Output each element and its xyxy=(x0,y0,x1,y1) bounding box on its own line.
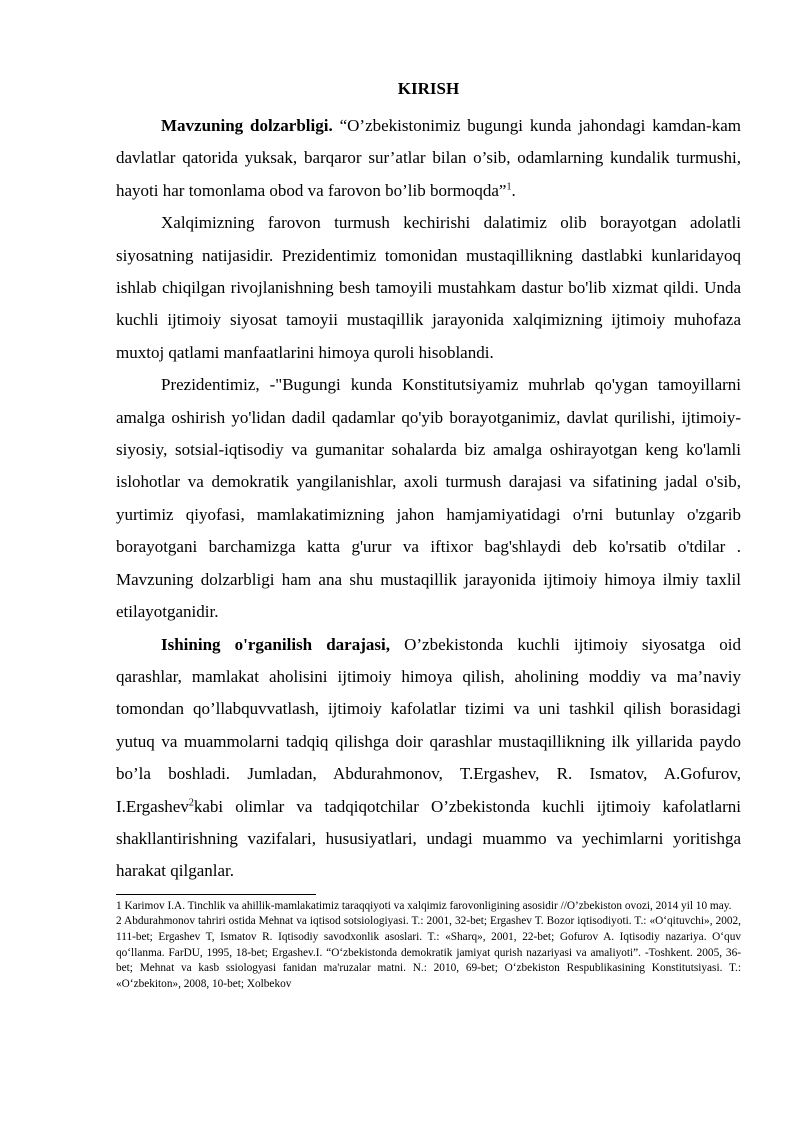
research-level-text-cont: kabi olimlar va tadqiqotchilar O’zbekistonda kuchli ijtimoiy kafolatlarni shakllantirishning vazifalari, hususiyatlari, undagi muammo va yechimlarni yoritishga harakat qilganlar. xyxy=(116,796,741,881)
research-level-text: O’zbekistonda kuchli ijtimoiy siyosatga oid qarashlar, mamlakat aholisini ijtimoiy himoya qilish, aholining moddiy va ma’naviy tomondan qo’llabquvvatlash, ijtimoiy kafolatlar tizimi va uni tashkil qilish borasidagi yutuq va muammolarni tadqiq qilishga doir qarashlar mustaqillikning ilk yillarida paydo bo’la boshladi. Jumladan, Abdurahmonov, T.Ergashev, R. Ismatov, A.Gofurov, I.Ergashev xyxy=(116,634,741,816)
footnote-2: 2 Abdurahmonov tahriri ostida Mehnat va iqtisod sotsiologiyasi. T.: 2001, 32-bet; Ergashev T. Bozor iqtisodiyoti. T.: «O‘qituvchi», 2002, 111-bet; Ergashev T, Ismatov R. Iqtisodiy savodxonlik asoslari. T.: «Sharq», 2001, 22-bet; Gofurov A. Iqtisodiy nazariya. O‘quv qo‘llanma. FarDU, 1995, 18-bet; Ergashev.I. “O‘zbekistonda demokratik jamiyat qurish nazariyasi va amaliyoti”. -Toshkent. 2005, 36-bet; Mehnat va kasb ssiologyasi fanidan ma'ruzalar matni. N.: 2010, 69-bet; O‘zbekiston Respublikasining Konstitutsiyasi. T.: «O‘zbekiton», 2008, 10-bet; Xolbekov xyxy=(116,915,741,990)
paragraph-research-level xyxy=(116,629,741,888)
relevance-heading: Mavzuning dolzarbligi. xyxy=(161,116,333,135)
footnote-1: 1 Karimov I.A. Tinchlik va ahillik-mamlakatimiz taraqqiyoti va xalqimiz farovonligining asosidir //O’zbekiston ovozi, 2014 yil 10 may. xyxy=(116,899,732,912)
paragraph-relevance xyxy=(116,110,741,207)
document-page xyxy=(116,0,741,992)
paragraph-president: Prezidentimiz, -"Bugungi kunda Konstitutsiyamiz muhrlab qo'ygan tamoyillarni amalga oshirish yo'lidan dadil qadamlar qo'yib borayotganimiz, davlat qurilishi, ijtimoiy-siyosiy, sotsial-iqtisodiy va gumanitar sohalarda biz amalga oshirayotgan keng ko'lamli islohotlar va demokratik yangilanishlar, axoli turmush darajasi va sifatining jadal o'sib, yurtimiz qiyofasi, mamlakatimizning jahon hamjamiyatidagi o'rni butunlay o'zgarib borayotgani barchamizga katta g'urur va iftixor bag'shlaydi deb ko'rsatib o'tdilar . Mavzuning dolzarbligi ham ana shu mustaqillik jarayonida ijtimoiy himoya ilmiy taxlil etilayotganidir. xyxy=(116,375,741,622)
paragraph-welfare: Xalqimizning farovon turmush kechirishi dalatimiz olib borayotgan adolatli siyosatning natijasidir. Prezidentimiz tomonidan mustaqillikning dastlabki kunlaridayoq ishlab chiqilgan rivojlanishning besh tamoyili mustahkam dastur bo'lib xizmat qildi. Unda kuchli ijtimoiy siyosat tamoyii mustaqillik jarayonida xalqimizning ijtimoiy muhofaza muxtoj qatlami manfaatlarini himoya quroli hisoblandi. xyxy=(116,213,741,362)
footnote-ref-2[interactable]: 2 xyxy=(188,796,194,808)
relevance-tail: . xyxy=(511,180,516,200)
page-title: KIRISH xyxy=(397,79,460,98)
relevance-text: “O’zbekistonimiz bugungi kunda jahondagi kamdan-kam davlatlar qatorida yuksak, barqaror sur’atlar bilan o’sib, odamlarning kundalik turmushi, hayoti har tomonlama obod va farovon bo’lib bormoqda” xyxy=(116,116,741,200)
research-level-heading: Ishining o'rganilish darajasi, xyxy=(161,634,390,654)
footnote-divider xyxy=(116,894,316,895)
footnote-ref-1[interactable]: 1 xyxy=(506,181,512,193)
